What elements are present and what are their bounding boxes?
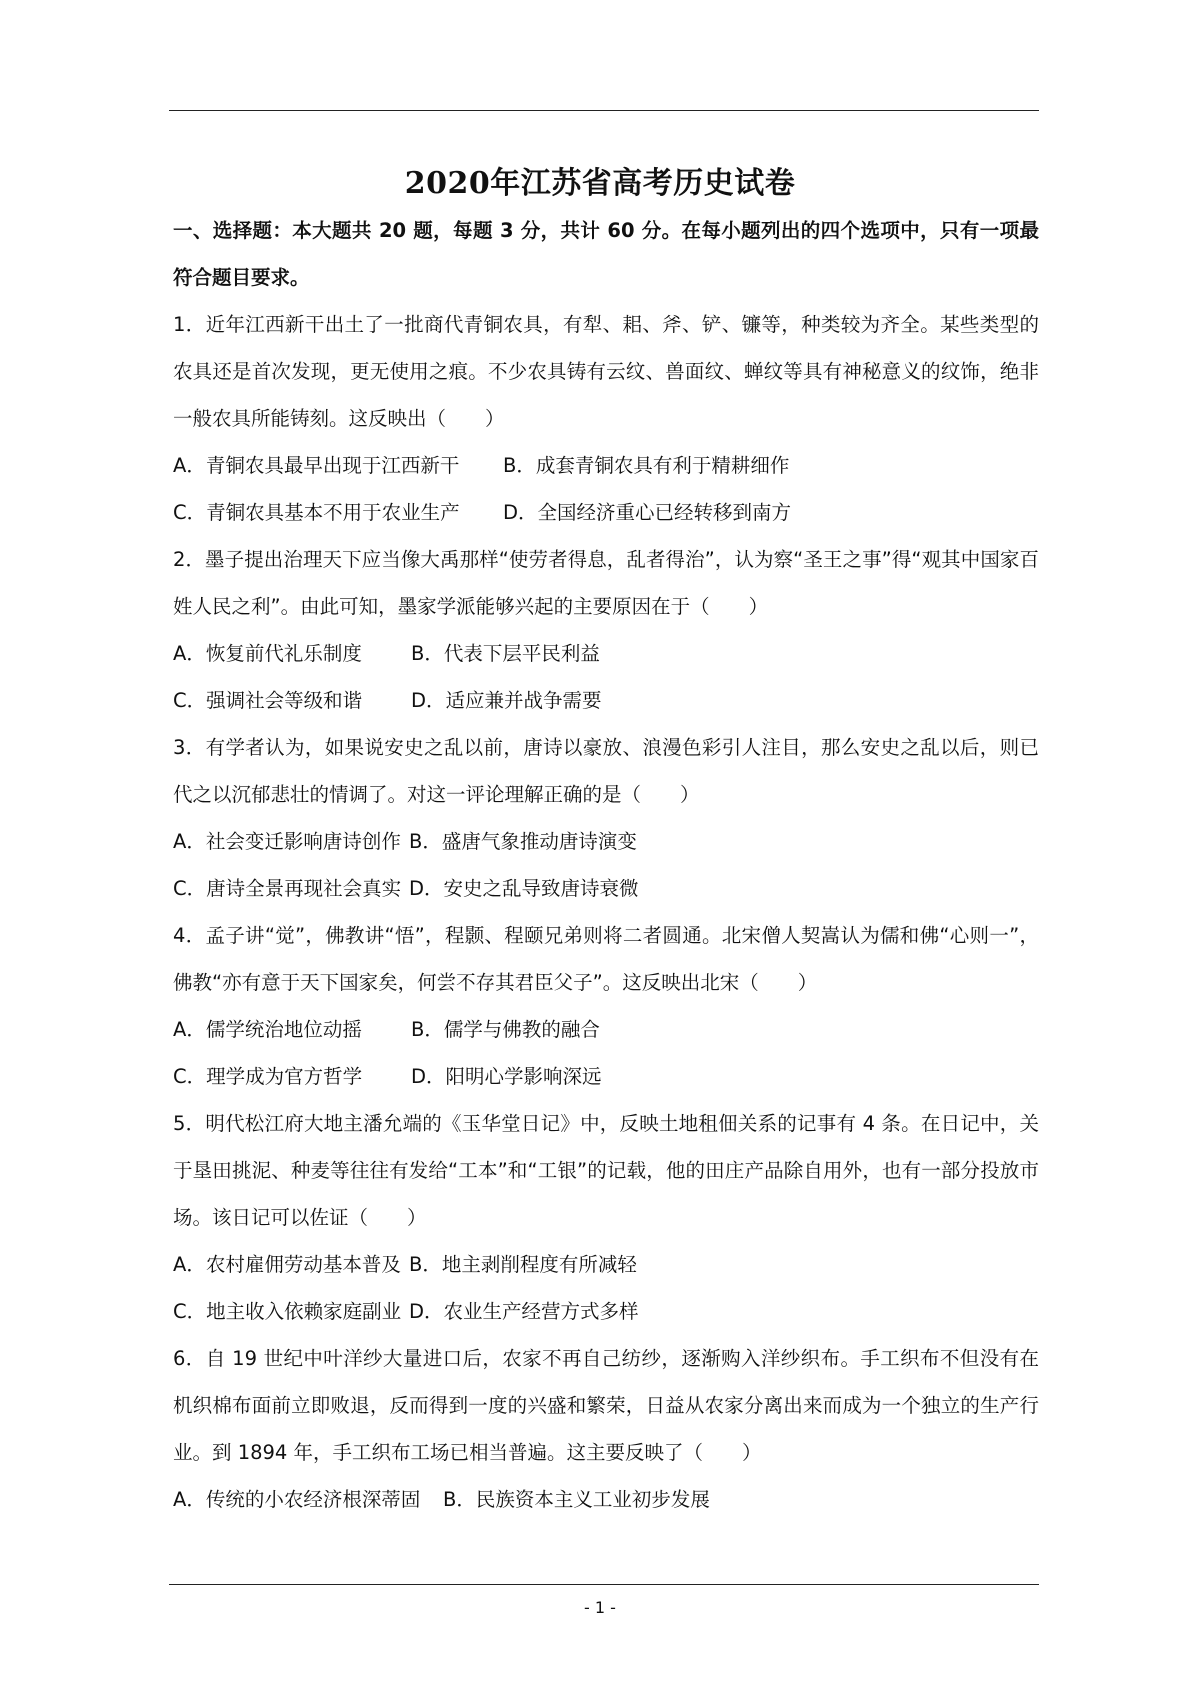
footer-rule [169,1584,1039,1585]
header-rule [169,110,1039,111]
question-2-options-row-1 [173,630,1039,677]
document-body [173,207,1039,1523]
question-3-option-c: C．唐诗全景再现社会真实 [173,877,402,900]
question-2-options-row-2 [173,677,1039,724]
question-3-stem: 3．有学者认为，如果说安史之乱以前，唐诗以豪放、浪漫色彩引人注目，那么安史之乱以后，则已代之以沉郁悲壮的情调了。对这一评论理解正确的是（ ） [173,736,1039,806]
question-1-option-a: A．青铜农具最早出现于江西新干 [173,454,460,477]
question-1-option-d: D．全国经济重心已经转移到南方 [503,501,792,524]
question-4-option-d: D．阳明心学影响深远 [411,1065,602,1088]
question-3-option-b: B．盛唐气象推动唐诗演变 [409,830,637,853]
question-1-option-c: C．青铜农具基本不用于农业生产 [173,501,460,524]
question-5-options-row-2 [173,1288,1039,1335]
question-4-stem: 4．孟子讲“觉”，佛教讲“悟”，程颢、程颐兄弟则将二者圆通。北宋僧人契嵩认为儒和佛“心则一”，佛教“亦有意于天下国家矣，何尝不存其君臣父子”。这反映出北宋（ ） [173,924,1039,994]
question-1-options-row-1 [173,442,1039,489]
question-3-options-row-2 [173,865,1039,912]
question-6-option-b: B．民族资本主义工业初步发展 [443,1488,710,1511]
page-number: - 1 - [584,1598,616,1617]
question-5-option-b: B．地主剥削程度有所减轻 [409,1253,637,1276]
question-6-option-a: A．传统的小农经济根深蒂固 [173,1488,421,1511]
question-6-stem: 6．自 19 世纪中叶洋纱大量进口后，农家不再自己纺纱，逐渐购入洋纱织布。手工织布不但没有在机织棉布面前立即败退，反而得到一度的兴盛和繁荣，日益从农家分离出来而成为一个独立的生产行业。到 1894 年，手工织布工场已相当普遍。这主要反映了（ ） [173,1347,1039,1464]
question-2-option-b: B．代表下层平民利益 [411,642,600,665]
question-4-options-row-2 [173,1053,1039,1100]
question-1-options-row-2 [173,489,1039,536]
question-5-stem: 5．明代松江府大地主潘允端的《玉华堂日记》中，反映土地租佃关系的记事有 4 条。在日记中，关于垦田挑泥、种麦等往往有发给“工本”和“工银”的记载，他的田庄产品除自用外，也有一部分投放市场。该日记可以佐证（ ） [173,1112,1039,1229]
question-2-stem: 2．墨子提出治理天下应当像大禹那样“使劳者得息，乱者得治”，认为察“圣王之事”得“观其中国家百姓人民之利”。由此可知，墨家学派能够兴起的主要原因在于（ ） [173,548,1039,618]
question-3-option-a: A．社会变迁影响唐诗创作 [173,830,401,853]
question-2-option-d: D．适应兼并战争需要 [411,689,602,712]
question-4-options-row-1 [173,1006,1039,1053]
question-2-option-a: A．恢复前代礼乐制度 [173,642,362,665]
question-1-stem: 1．近年江西新干出土了一批商代青铜农具，有犁、耜、斧、铲、镰等，种类较为齐全。某些类型的农具还是首次发现，更无使用之痕。不少农具铸有云纹、兽面纹、蝉纹等具有神秘意义的纹饰，绝非一般农具所能铸刻。这反映出（ ） [173,313,1039,430]
question-2-option-c: C．强调社会等级和谐 [173,689,363,712]
question-5-option-a: A．农村雇佣劳动基本普及 [173,1253,401,1276]
question-4-option-b: B．儒学与佛教的融合 [411,1018,600,1041]
question-5-options-row-1 [173,1241,1039,1288]
question-6-options-row-1 [173,1476,1039,1523]
question-5-option-c: C．地主收入依赖家庭副业 [173,1300,402,1323]
question-3-options-row-1 [173,818,1039,865]
question-4-option-c: C．理学成为官方哲学 [173,1065,363,1088]
question-5-option-d: D．农业生产经营方式多样 [409,1300,639,1323]
question-3-option-d: D．安史之乱导致唐诗衰微 [409,877,639,900]
question-4-option-a: A．儒学统治地位动摇 [173,1018,362,1041]
section-heading: 一、选择题：本大题共 20 题，每题 3 分，共计 60 分。在每小题列出的四个选项中，只有一项最符合题目要求。 [173,219,1039,289]
page-title: 2020年江苏省高考历史试卷 [404,166,796,201]
question-1-option-b: B．成套青铜农具有利于精耕细作 [503,454,790,477]
